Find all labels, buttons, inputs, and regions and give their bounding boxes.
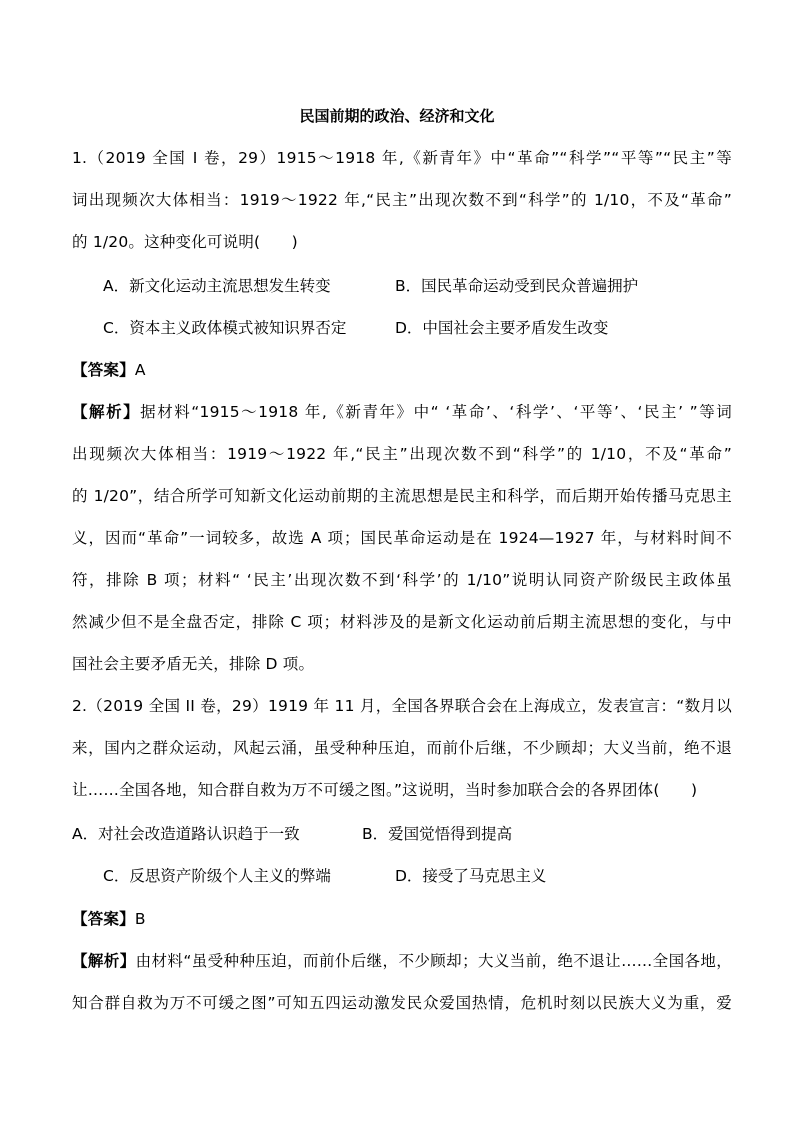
q2-analysis-line-1 xyxy=(72,948,732,974)
q1-analysis-line-6: 然减少但不是全盘否定，排除 C 项；材料涉及的是新文化运动前后期主流思想的变化，与中 xyxy=(72,613,732,631)
q1-analysis-line-3: 的 1/20”，结合所学可知新文化运动前期的主流思想是民主和科学，而后期开始传播马克思主 xyxy=(72,487,732,505)
q2-analysis-first: 由材料“虽受种种压迫，而前仆后继，不少顾却；大义当前，绝不退让……全国各地， xyxy=(135,952,732,970)
q1-option-a: A．新文化运动主流思想发生转变 xyxy=(103,277,331,295)
q2-option-a: A．对社会改造道路认识趋于一致 xyxy=(72,825,300,843)
q1-analysis-line-4: 义，因而“革命”一词较多，故选 A 项；国民革命运动是在 1924—1927 年，与材料时间不 xyxy=(72,529,732,547)
q1-analysis-line-2: 出现频次大体相当：1919～1922 年,“民主”出现次数不到“科学”的 1/10，不及“革命” xyxy=(72,445,732,463)
q2-analysis-line-2: 知合群自救为万不可缓之图”可知五四运动激发民众爱国热情，危机时刻以民族大义为重，爱 xyxy=(72,994,732,1012)
q1-answer-value: A xyxy=(134,361,146,379)
q2-answer xyxy=(72,906,732,932)
q1-analysis-line-5: 符，排除 B 项；材料“ ‘民主’出现次数不到‘科学’的 1/10”说明认同资产阶级民主政体虽 xyxy=(72,571,732,589)
q2-stem-line-2: 来，国内之群众运动，风起云涌，虽受种种压迫，而前仆后继，不少顾却；大义当前，绝不退 xyxy=(72,739,732,757)
q2-answer-label: 【答案】 xyxy=(72,910,135,928)
q1-answer xyxy=(72,357,732,383)
q2-option-c: C．反思资产阶级个人主义的弊端 xyxy=(103,867,331,885)
q1-analysis-line-1 xyxy=(72,399,732,425)
q1-option-d: D．中国社会主要矛盾发生改变 xyxy=(395,319,609,337)
q1-analysis-first: 据材料“1915～1918 年,《新青年》中“ ‘革命’、‘科学’、‘平等’、‘民主’ ”等词 xyxy=(140,403,732,421)
q2-stem-line-3: 让……全国各地，知合群自救为万不可缓之图。”这说明，当时参加联合会的各界团体( ) xyxy=(72,781,698,799)
q1-analysis-label: 【解析】 xyxy=(72,403,141,421)
q2-option-d: D．接受了马克思主义 xyxy=(395,867,547,885)
q2-answer-value: B xyxy=(134,910,146,928)
q1-stem-line-3: 的 1/20。这种变化可说明( ) xyxy=(72,233,298,251)
q1-stem-line-2: 词出现频次大体相当：1919～1922 年,“民主”出现次数不到“科学”的 1/10，不及“革命” xyxy=(72,191,732,209)
q2-analysis-label: 【解析】 xyxy=(72,952,136,970)
q1-option-c: C．资本主义政体模式被知识界否定 xyxy=(103,319,347,337)
q2-stem-line-1: 2.（2019 全国 II 卷，29）1919 年 11 月，全国各界联合会在上海成立，发表宣言：“数月以 xyxy=(72,697,732,715)
page-title: 民国前期的政治、经济和文化 xyxy=(299,107,495,125)
q1-answer-label: 【答案】 xyxy=(72,361,135,379)
q1-stem-line-1: 1.（2019 全国 I 卷，29）1915～1918 年,《新青年》中“革命”“科学”“平等”“民主”等 xyxy=(72,149,732,167)
q1-analysis-line-7: 国社会主要矛盾无关，排除 D 项。 xyxy=(72,655,315,673)
q2-option-b: B．爱国觉悟得到提高 xyxy=(362,825,513,843)
q1-option-b: B．国民革命运动受到民众普遍拥护 xyxy=(395,277,639,295)
